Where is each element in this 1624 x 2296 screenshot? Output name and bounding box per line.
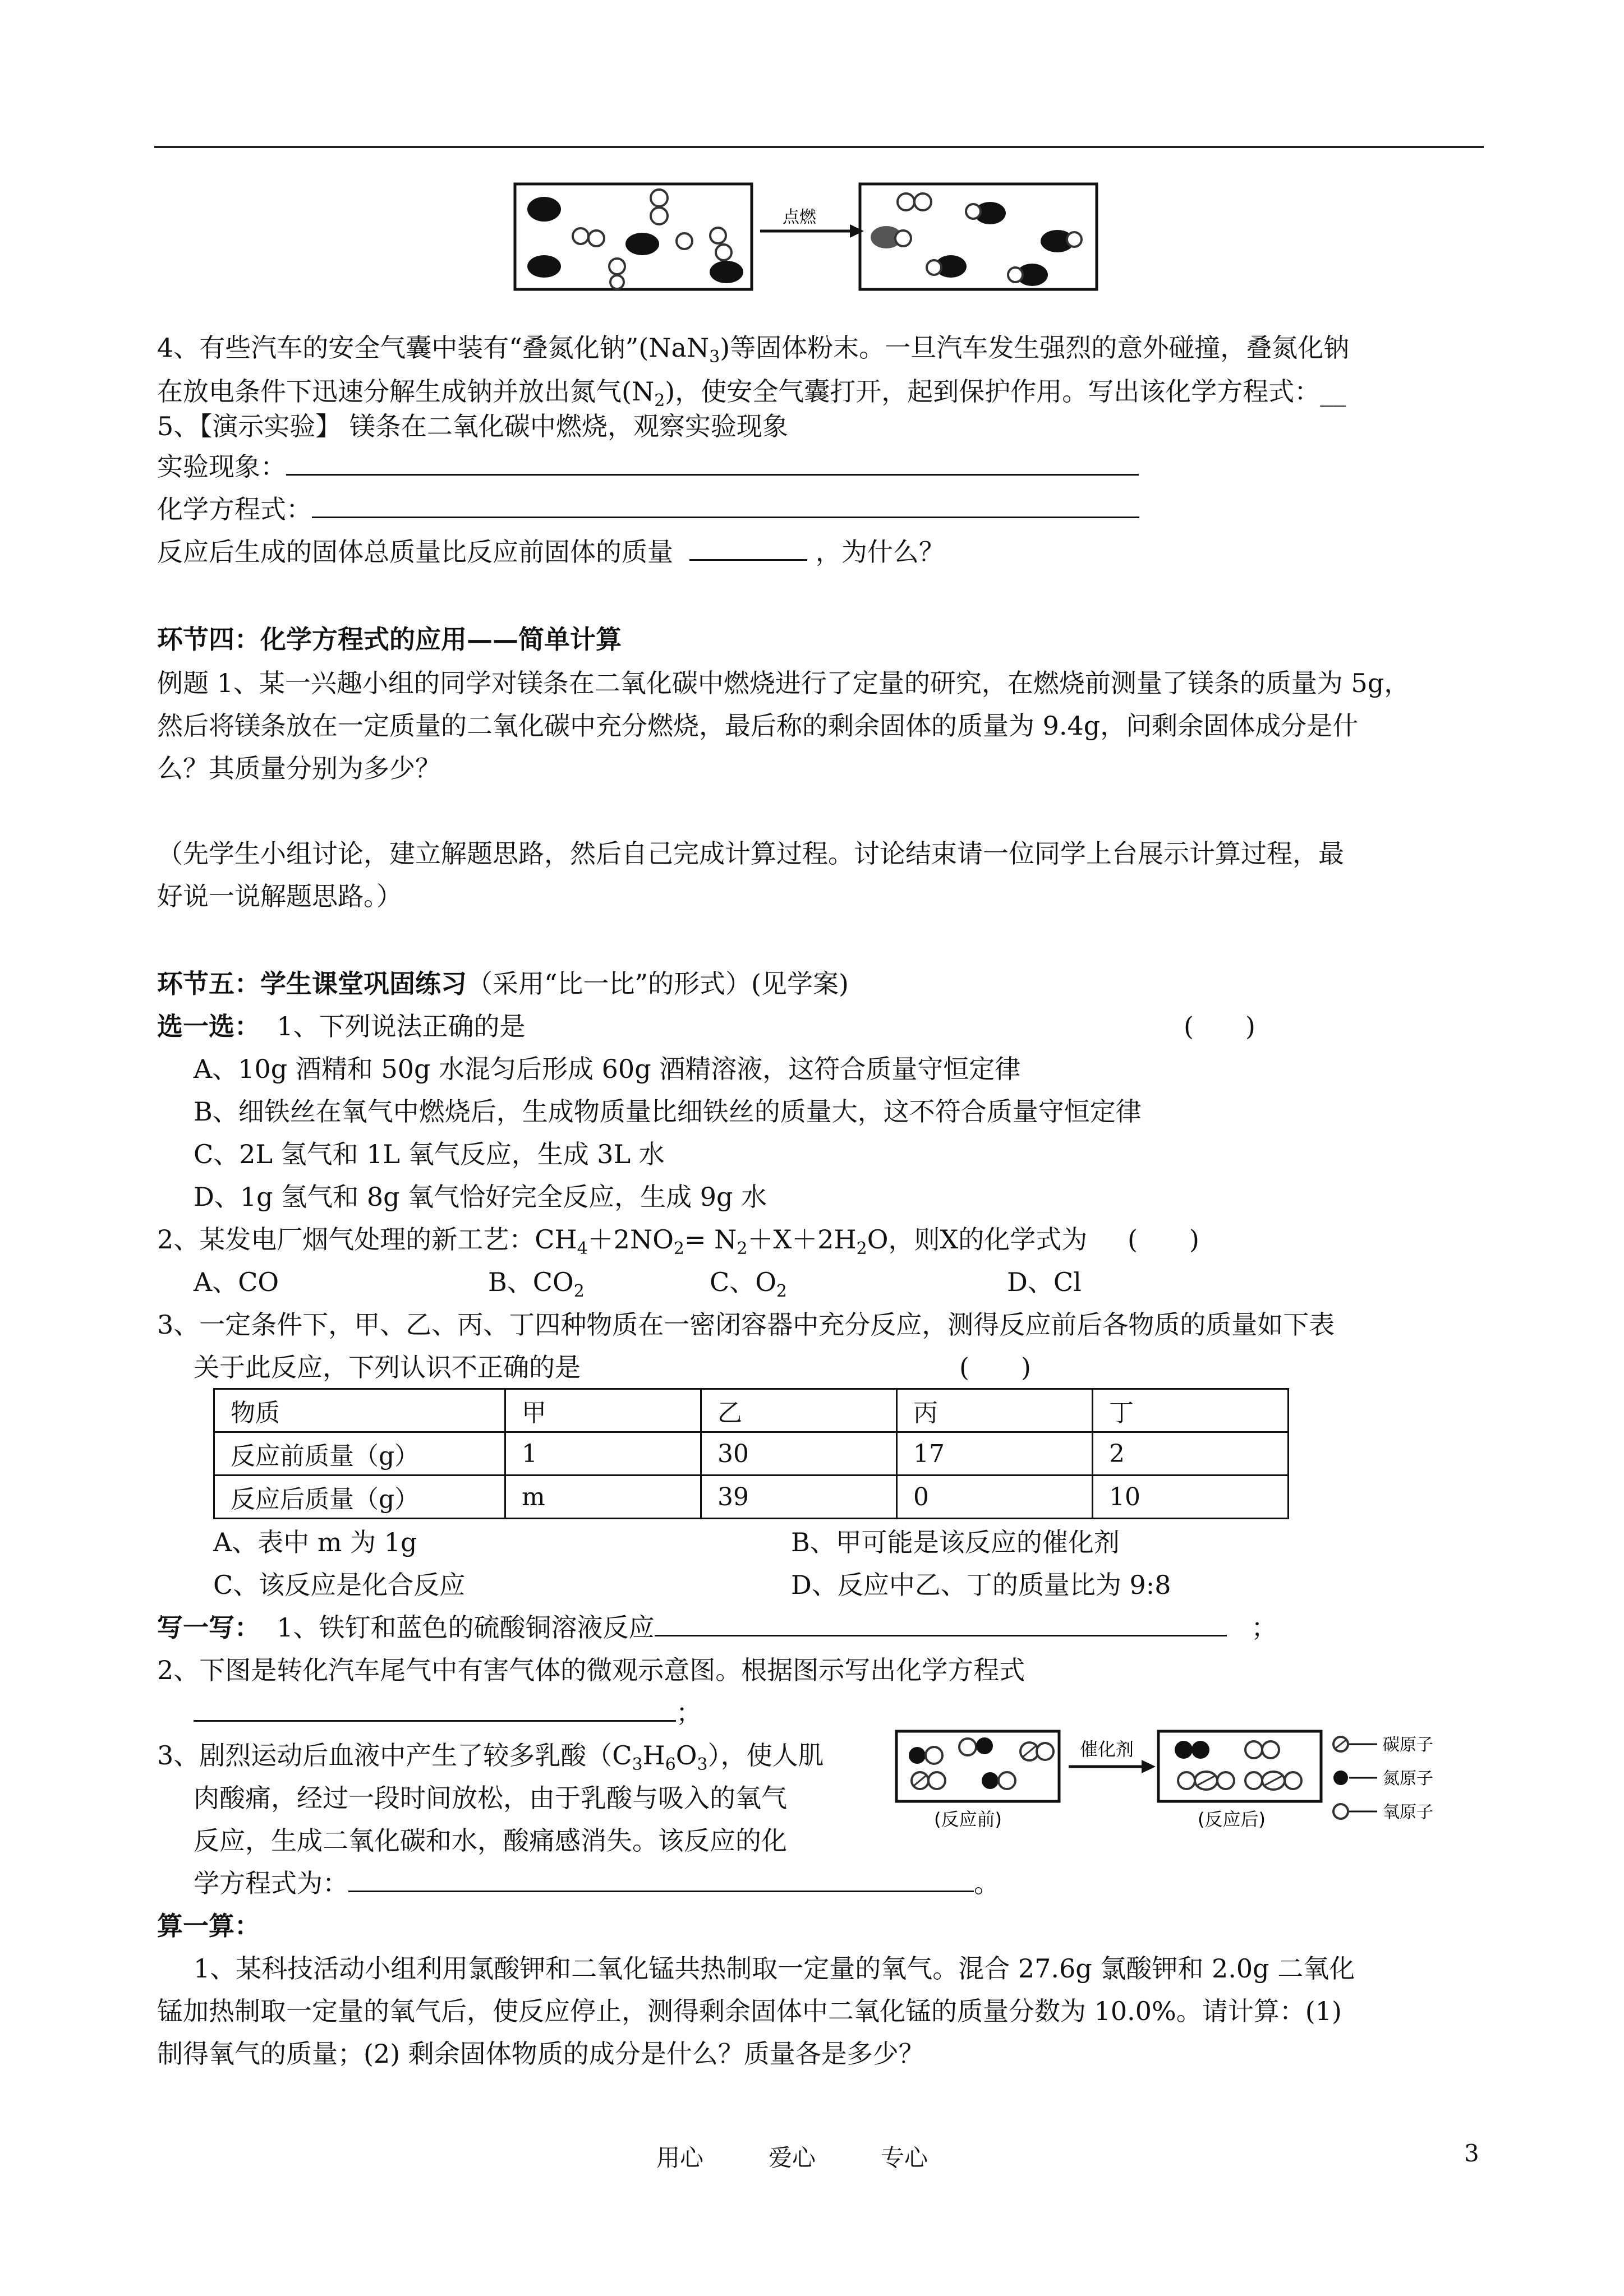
calc-line-1: 1、某科技活动小组利用氯酸钾和二氧化锰共热制取一定量的氧气。混合 27.6g 氯酸钾和 2.0g 二氧化 xyxy=(194,1953,1355,1984)
q5-mass: 反应后生成的固体总质量比反应前固体的质量 ，为什么？ xyxy=(157,537,945,567)
q5-title: 5、【演示实验】 镁条在二氧化碳中燃烧，观察实验现象 xyxy=(157,411,788,441)
write-q2: 2、下图是转化汽车尾气中有害气体的微观示意图。根据图示写出化学方程式 xyxy=(157,1655,1025,1685)
choose-q1: 选一选： 1、下列说法正确的是 xyxy=(157,1011,526,1041)
q3-option-a: A、表中 m 为 1g xyxy=(213,1527,417,1557)
section5-heading: 环节五：学生课堂巩固练习（采用“比一比”的形式）(见学案) xyxy=(157,969,849,999)
write-q2-blank[interactable] xyxy=(194,1698,676,1722)
example1-line-2: 然后将镁条放在一定质量的二氧化碳中充分燃烧，最后称的剩余固体的质量为 9.4g，问剩余固体成分是什 xyxy=(157,711,1359,741)
q1-option-a: A、10g 酒精和 50g 水混匀后形成 60g 酒精溶液，这符合质量守恒定律 xyxy=(194,1054,1021,1084)
footer-motto-2: 爱心 xyxy=(769,2144,816,2171)
table-header-cell: 甲 xyxy=(505,1389,701,1432)
table-row xyxy=(214,1432,1289,1476)
before-label: (反应前) xyxy=(934,1809,1002,1830)
table-header-row xyxy=(214,1389,1289,1432)
q2-option-c: C、$O_2$ xyxy=(710,1267,788,1302)
table-cell: 反应前质量（g） xyxy=(214,1432,505,1476)
choose-q3-line-1: 3、一定条件下，甲、乙、丙、丁四种物质在一密闭容器中充分反应，测得反应前后各物质的质量如下表 xyxy=(157,1310,1335,1340)
table-cell: 39 xyxy=(701,1476,897,1519)
choose-q2-paren: ( ) xyxy=(1128,1224,1199,1255)
q1-option-c: C、2L 氢气和 1L 氧气反应，生成 3L 水 xyxy=(194,1139,665,1169)
calc-line-3: 制得氧气的质量；(2) 剩余固体物质的成分是什么？质量各是多少？ xyxy=(157,2039,924,2069)
footer-motto-1: 用心 xyxy=(656,2144,704,2171)
q2-option-d: D、Cl xyxy=(1007,1267,1082,1297)
table-cell: 30 xyxy=(701,1432,897,1476)
q1-option-b: B、细铁丝在氧气中燃烧后，生成物质量比细铁丝的质量大，这不符合质量守恒定律 xyxy=(194,1096,1142,1127)
phenomenon-answer-blank[interactable] xyxy=(286,451,1139,476)
choose-q1-paren: ( ) xyxy=(1184,1011,1255,1041)
table-cell: 17 xyxy=(897,1432,1093,1476)
q4-line-2: 在放电条件下迅速分解生成钠并放出氮气$(N_2)$，使安全气囊打开，起到保护作用。写出该化学方程式：__ xyxy=(157,376,1346,411)
legend-oxygen: 氧原子 xyxy=(1383,1802,1433,1822)
table-cell: 2 xyxy=(1093,1432,1289,1476)
mass-answer-blank[interactable] xyxy=(689,537,807,561)
footer-motto-3: 专心 xyxy=(881,2144,928,2171)
table-header-cell: 乙 xyxy=(701,1389,897,1432)
write-q2-answer: ； xyxy=(194,1696,702,1730)
note-line-2: 好说一说解题思路。） xyxy=(157,881,402,911)
table-header-cell: 丙 xyxy=(897,1389,1093,1432)
table-cell: m xyxy=(505,1476,701,1519)
q5-phenomenon: 实验现象： xyxy=(157,450,1139,483)
page-number: 3 xyxy=(1464,2140,1479,2167)
q4-line-1: 4、有些汽车的安全气囊中装有“叠氮化钠”(NaN$_3$)等固体粉末。一旦汽车发生强烈的意外碰撞，叠氮化钠 xyxy=(157,333,1350,367)
table-header-cell: 丁 xyxy=(1093,1389,1289,1432)
write-q3-line-3: 反应，生成二氧化碳和水，酸痛感消失。该反应的化 xyxy=(194,1825,787,1856)
mass-table xyxy=(213,1388,1289,1519)
q3-option-d: D、反应中乙、丁的质量比为 9:8 xyxy=(791,1570,1171,1600)
calc-line-2: 锰加热制取一定量的氧气后，使反应停止，测得剩余固体中二氧化锰的质量分数为 10.0%。请计算：(1) xyxy=(157,1996,1342,2026)
combustion-diagram xyxy=(513,182,1099,292)
exhaust-conversion-diagram xyxy=(895,1725,1484,1837)
q5-equation: 化学方程式： xyxy=(157,492,1139,526)
section4-heading: 环节四：化学方程式的应用——简单计算 xyxy=(157,624,622,654)
choose-q3-paren: ( ) xyxy=(959,1352,1031,1382)
after-label: (反应后) xyxy=(1198,1809,1266,1830)
catalyst-label: 催化剂 xyxy=(1080,1739,1134,1760)
table-cell: 1 xyxy=(505,1432,701,1476)
header-rule xyxy=(154,146,1484,148)
write-q3-blank[interactable] xyxy=(348,1868,974,1892)
example1-line-1: 例题 1、某一兴趣小组的同学对镁条在二氧化碳中燃烧进行了定量的研究，在燃烧前测量了镁条的质量为 5g， xyxy=(157,668,1410,698)
legend-nitrogen: 氮原子 xyxy=(1383,1769,1433,1788)
write-q1: 写一写： 1、铁钉和蓝色的硫酸铜溶液反应 ； xyxy=(157,1612,1277,1643)
legend-carbon: 碳原子 xyxy=(1383,1735,1433,1755)
table-cell: 10 xyxy=(1093,1476,1289,1519)
write-q3-line-4: 学方程式为： 。 xyxy=(194,1868,1000,1898)
equation-answer-blank[interactable] xyxy=(312,494,1139,518)
choose-q3-line-2: 关于此反应，下列认识不正确的是 xyxy=(194,1352,581,1382)
choose-q2: 2、某发电厂烟气处理的新工艺：$CH_4+2NO_2= N_2+X+2H_2O$，则X的化学式为 xyxy=(157,1224,1088,1259)
write-q3-line-1: 3、剧烈运动后血液中产生了较多乳酸$(C_3H_6O_3)$，使人肌 xyxy=(157,1740,824,1775)
table-header-cell: 物质 xyxy=(214,1389,505,1432)
ignite-label: 点燃 xyxy=(783,208,816,227)
note-line-1: （先学生小组讨论，建立解题思路，然后自己完成计算过程。讨论结束请一位同学上台展示计算过程，最 xyxy=(157,838,1344,869)
calc-label: 算一算： xyxy=(157,1911,260,1941)
q3-option-c: C、该反应是化合反应 xyxy=(213,1570,466,1600)
q2-option-a: A、CO xyxy=(194,1267,279,1297)
q1-option-d: D、1g 氢气和 8g 氧气恰好完全反应，生成 9g 水 xyxy=(194,1182,767,1212)
q3-option-b: B、甲可能是该反应的催化剂 xyxy=(791,1527,1120,1557)
table-cell: 0 xyxy=(897,1476,1093,1519)
write-q3-line-2: 肉酸痛，经过一段时间放松，由于乳酸与吸入的氧气 xyxy=(194,1783,787,1813)
example1-line-3: 么？其质量分别为多少？ xyxy=(157,753,441,783)
table-cell: 反应后质量（g） xyxy=(214,1476,505,1519)
write-q1-blank[interactable] xyxy=(655,1612,1227,1636)
table-row xyxy=(214,1476,1289,1519)
q2-option-b: B、$CO_2$ xyxy=(488,1267,585,1302)
